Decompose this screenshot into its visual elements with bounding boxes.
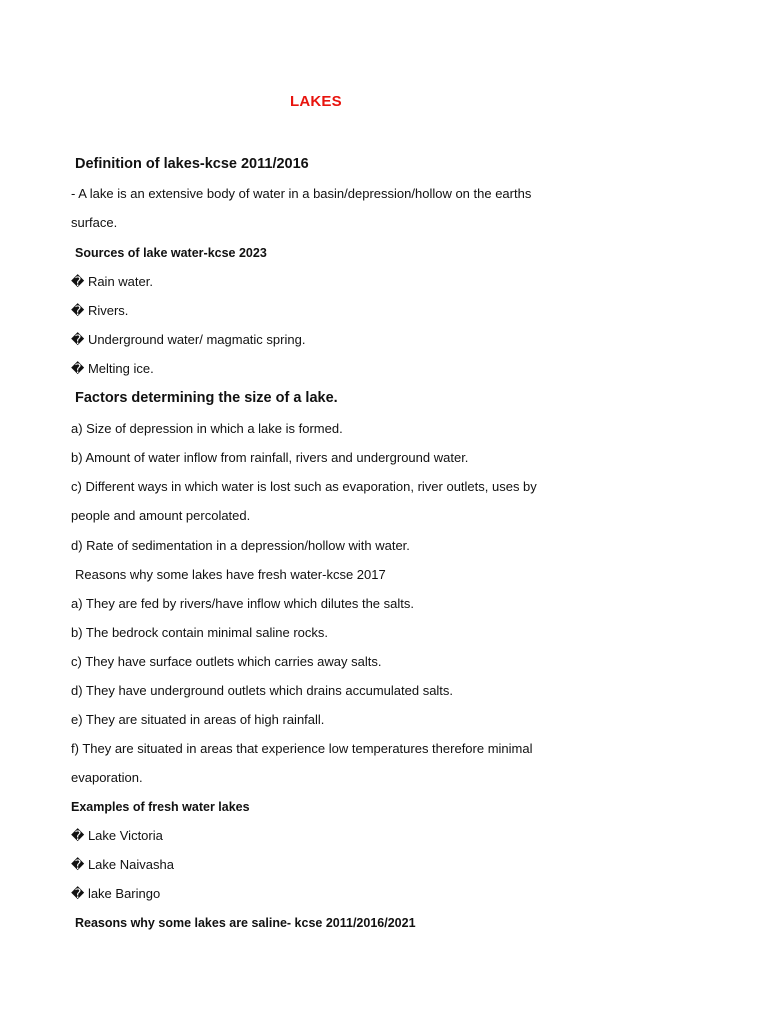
- list-item: people and amount percolated.: [71, 508, 251, 523]
- bullet-item: � Lake Naivasha: [71, 857, 174, 872]
- bullet-item: � Lake Victoria: [71, 828, 163, 843]
- list-item: f) They are situated in areas that experience low temperatures therefore minimal: [71, 741, 533, 756]
- list-item: e) They are situated in areas of high rainfall.: [71, 712, 325, 727]
- heading-fresh-water-reasons: Reasons why some lakes have fresh water-kcse 2017: [75, 567, 386, 582]
- list-item: b) Amount of water inflow from rainfall, rivers and underground water.: [71, 450, 469, 465]
- list-item: b) The bedrock contain minimal saline rocks.: [71, 625, 328, 640]
- bullet-item: � Underground water/ magmatic spring.: [71, 332, 306, 347]
- list-item: d) They have underground outlets which drains accumulated salts.: [71, 683, 454, 698]
- heading-saline-reasons: Reasons why some lakes are saline- kcse 2011/2016/2021: [75, 916, 416, 930]
- bullet-item: � Rivers.: [71, 303, 129, 318]
- heading-factors: Factors determining the size of a lake.: [75, 390, 338, 406]
- paragraph-line: - A lake is an extensive body of water in a basin/depression/hollow on the earths: [71, 186, 532, 201]
- heading-definition: Definition of lakes-kcse 2011/2016: [75, 156, 309, 172]
- list-item: c) Different ways in which water is lost such as evaporation, river outlets, uses by: [71, 479, 537, 494]
- list-item: evaporation.: [71, 770, 143, 785]
- page-title: LAKES: [290, 93, 342, 110]
- paragraph-line: surface.: [71, 215, 118, 230]
- heading-fresh-water-examples: Examples of fresh water lakes: [71, 800, 250, 814]
- bullet-item: � Rain water.: [71, 274, 153, 289]
- bullet-item: � lake Baringo: [71, 886, 161, 901]
- list-item: a) They are fed by rivers/have inflow which dilutes the salts.: [71, 596, 414, 611]
- heading-sources: Sources of lake water-kcse 2023: [75, 246, 267, 260]
- list-item: a) Size of depression in which a lake is formed.: [71, 421, 343, 436]
- list-item: c) They have surface outlets which carries away salts.: [71, 654, 382, 669]
- list-item: d) Rate of sedimentation in a depression/hollow with water.: [71, 538, 410, 553]
- bullet-item: � Melting ice.: [71, 361, 154, 376]
